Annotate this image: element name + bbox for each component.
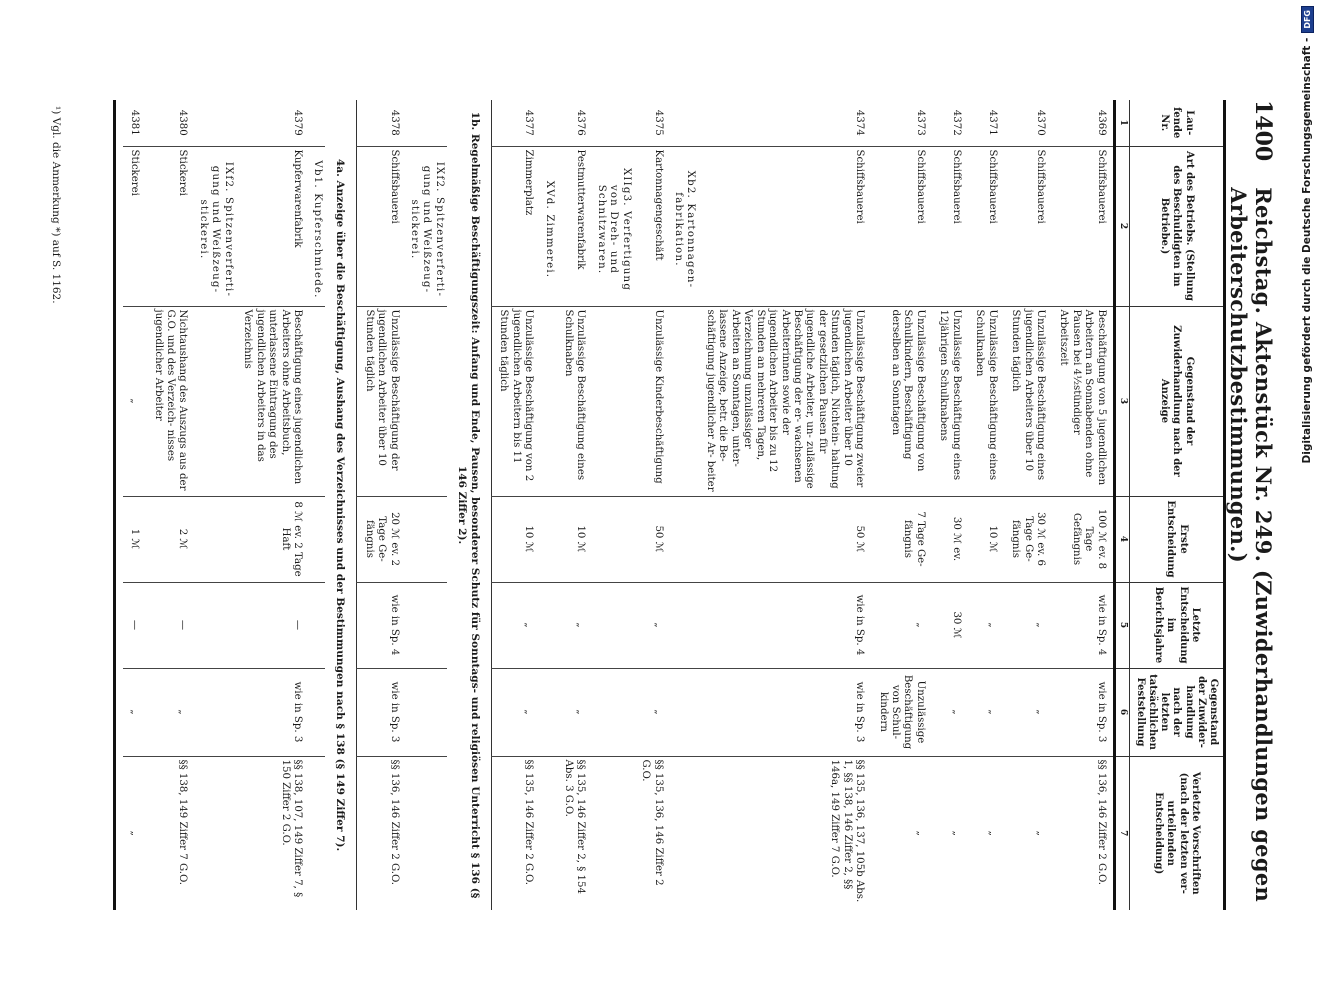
betrieb-cell: Stickerei [146,146,194,306]
erste-cell: 10 ℳ [968,496,1004,582]
row-number: 4381 [129,109,141,136]
column-index: 5 [1114,582,1129,668]
vorschriften-cell: §§ 138, 149 Ziffer 7 G.O. [146,756,194,910]
gegenstand-cell: Unzulässige Beschäftigung eines Schulknaben [968,306,1004,496]
letzte-cell: „ [491,582,540,668]
gegenstand-cell: Nichtaushang des Auszugs aus der G.O. und des Verzeich- nisses jugendlicher Arbeiter [146,306,194,496]
row-number: 4371 [986,109,998,136]
betrieb-cell: Schiffsbauerei [698,146,871,306]
column-index: 7 [1114,756,1129,910]
column-header-nr: Lau- fende Nr. [1129,100,1224,146]
letzte-cell: — [123,582,146,668]
column-header-tatsache: Gegenstand der Zuwider- handlung nach der letzten tatsächlichen Feststellung [1129,668,1224,756]
column-index: 6 [1114,668,1129,756]
table-row [491,100,540,910]
letzte-cell: „ [634,582,670,668]
betrieb-cell: Schiffsbauerei [968,146,1004,306]
erste-cell: 50 ℳ [634,496,670,582]
page-title: Reichstag. Aktenstück Nr. 249. (Zuwiderhandlungen gegen Arbeiterschutzbestimmungen.) [1226,187,1276,903]
column-index: 1 [1114,100,1129,146]
vorschriften-cell: §§ 136, 146 Ziffer 2 G.O. [357,756,406,910]
page-header [1226,100,1276,930]
betrieb-cell: Kartonnagengeschäft [634,146,670,306]
erste-cell: 20 ℳ ev. 2 Tage Ge- fängnis [357,496,406,582]
erste-cell: 10 ℳ [557,496,593,582]
vorschriften-cell: „ [968,756,1004,910]
violations-table [123,100,1226,910]
tatsache-cell: Unzulässige Beschäftigung von Schul- kindern [871,668,932,756]
tatsache-cell: „ [1004,668,1052,756]
betrieb-cell: Schiffsbauerei [1052,146,1114,306]
tatsache-cell: „ [146,668,194,756]
betrieb-cell: Pestmutterwarenfabrik [557,146,593,306]
gegenstand-cell: Unzulässige Beschäftigung eines 12jährigen Schulknabens [932,306,968,496]
vorschriften-cell: §§ 135, 146 Ziffer 2 G.O. [491,756,540,910]
table-row [236,100,309,910]
column-index: 2 [1114,146,1129,306]
table-row [698,100,871,910]
row-number: 4379 [291,109,303,136]
gegenstand-cell: Unzulässige Beschäftigung von 2 jugendlichen Arbeitern bis 11 Stunden täglich [491,306,540,496]
column-header-vorschriften: Verletzte Vorschriften (nach der letzten ver- urteilenden Entscheidung) [1129,756,1224,910]
vorschriften-cell: §§ 135, 136, 137, 105b Abs. 1, §§ 138, 146 Ziffer 2, §§ 146a, 149 Ziffer 7 G.O. [698,756,871,910]
gegenstand-cell: Unzulässige Beschäftigung eines Schulknaben [557,306,593,496]
category-note-row [670,100,699,910]
section-heading-row [325,100,356,910]
tatsache-cell: „ [932,668,968,756]
table-row [1004,100,1052,910]
vorschriften-cell: §§ 135, 146 Ziffer 2, § 154 Abs. 3 G.O. [557,756,593,910]
row-number: 4380 [177,109,189,136]
erste-cell: 1 ℳ [123,496,146,582]
row-number: 4377 [523,109,535,136]
section-heading: 1b. Regelmäßige Beschäftigungszeit: Anfang und Ende, Pausen, besonderer Schutz für Sonntags- und religiösen Unterricht § 136 (§ 146 Ziffer 2). [447,100,491,910]
row-number: 4369 [1095,109,1107,136]
tatsache-cell: wie in Sp. 3 [236,668,309,756]
table-end-rule [113,100,116,910]
gegenstand-cell: Beschäftigung eines jugendlichen Arbeiters ohne Arbeitsbuch, unterlassene Eintragung des jugendlichen Arbeiters in das Verzeichnis [236,306,309,496]
table-row [1052,100,1114,910]
gegenstand-cell: Unzulässige Kinderbeschäftigung [634,306,670,496]
gegenstand-cell: Unzulässige Beschäftigung eines jugendlichen Arbeiters über 10 Stunden täglich [1004,306,1052,496]
letzte-cell: 30 ℳ [932,582,968,668]
page-number: 1400 [1250,100,1276,162]
vorschriften-cell: „ [932,756,968,910]
row-number: 4370 [1034,109,1046,136]
column-header-row [1129,100,1224,910]
erste-cell: 10 ℳ [491,496,540,582]
tatsache-cell: „ [491,668,540,756]
table-row [357,100,406,910]
letzte-cell: „ [968,582,1004,668]
erste-cell: 7 Tage Ge- fängnis [871,496,932,582]
tatsache-cell: „ [968,668,1004,756]
table-row [146,100,194,910]
erste-cell: 8 ℳ ev. 2 Tage Haft [236,496,309,582]
category-note-row [592,100,633,910]
tatsache-cell: „ [123,668,146,756]
footer-text: Digitalisierung gefördert durch die Deutsche Forschungsgemeinschaft - [1301,37,1313,464]
letzte-cell: „ [871,582,932,668]
gegenstand-cell: Unzulässige Beschäftigung zweier jugendlichen Arbeiter über 10 Stunden täglich, Nichtein- haltung der gesetzlichen Pausen für jugendliche Arbeiter, un- zulässige Beschäftigung der er- wachsenen Arbeiterinnen sowie der jugendlichen Arbeiter bis zu 12 Stunden an mehreren Tagen, Verzeichnung unzulässiger Arbeiten an Sonntagen, unter- lassene Anzeige, betr. die Be- schäftigung jugendlicher Ar- beiter [698,306,871,496]
letzte-cell: — [236,582,309,668]
tatsache-cell: wie in Sp. 3 [698,668,871,756]
category-note: Xb2. Kartonnagen- fabrikation. [670,146,699,306]
section-heading: 4a. Anzeige über die Beschäftigung, Aushang des Verzeichnisses und der Bestimmungen nach § 138 (§ 149 Ziffer 7). [325,100,356,910]
letzte-cell: wie in Sp. 4 [1052,582,1114,668]
dfg-logo-icon: DFG [1301,6,1314,33]
row-number: 4375 [652,109,664,136]
table-row [968,100,1004,910]
letzte-cell: „ [1004,582,1052,668]
vorschriften-cell: „ [123,756,146,910]
betrieb-cell: Schiffsbauerei [1004,146,1052,306]
erste-cell: 100 ℳ ev. 8 Tage Gefängnis [1052,496,1114,582]
category-note: IXf2. Spitzenverferti- gung und Weißzeug- stickerei. [194,146,235,306]
category-note: IXf2. Spitzenverferti- gung und Weißzeug- stickerei. [406,146,447,306]
gegenstand-cell: Unzulässige Beschäftigung von Schulkindern, Beschäftigung derselben an Sonntagen [871,306,932,496]
letzte-cell: wie in Sp. 4 [357,582,406,668]
row-number: 4372 [950,109,962,136]
vorschriften-cell: „ [1004,756,1052,910]
vorschriften-cell: „ [871,756,932,910]
letzte-cell: wie in Sp. 4 [698,582,871,668]
erste-cell: 30 ℳ ev. [932,496,968,582]
row-number: 4373 [914,109,926,136]
vorschriften-cell: §§ 138, 107, 149 Ziffer 7, § 150 Ziffer 2 G.O. [236,756,309,910]
column-index-row [1114,100,1129,910]
vorschriften-cell: §§ 136, 146 Ziffer 2 G.O. [1052,756,1114,910]
betrieb-cell: Kupferwarenfabrik [236,146,309,306]
column-header-erste: Erste Entscheidung [1129,496,1224,582]
category-note: XIIg3. Verfertigung von Dreh- und Schnitzwaren. [592,146,633,306]
digitization-footer [1292,0,1322,1000]
row-number: 4376 [575,109,587,136]
category-note-row [194,100,235,910]
table-row [932,100,968,910]
column-index: 3 [1114,306,1129,496]
tatsache-cell: „ [557,668,593,756]
footnote: ¹) Vgl. die Anmerkung *) auf S. 1162. [50,106,62,304]
row-number: 4374 [854,109,866,136]
erste-cell: 2 ℳ [146,496,194,582]
erste-cell: 30 ℳ ev. 6 Tage Ge- fängnis [1004,496,1052,582]
table-row [634,100,670,910]
letzte-cell: — [146,582,194,668]
tatsache-cell: wie in Sp. 3 [1052,668,1114,756]
category-note: XVd. Zimmerei. [540,146,556,306]
betrieb-cell: Zimmerplatz [491,146,540,306]
betrieb-cell: Schiffsbauerei [932,146,968,306]
column-header-letzte: Letzte Entscheidung im Berichtsjahre [1129,582,1224,668]
column-header-betrieb: Art des Betriebs. (Stellung des Beschuldigten im Betriebe.) [1129,146,1224,306]
row-number: 4378 [388,109,400,136]
gegenstand-cell: Unzulässige Beschäftigung der jugendlichen Arbeiter über 10 Stunden täglich [357,306,406,496]
vorschriften-cell: §§ 135, 136, 146 Ziffer 2 G.O. [634,756,670,910]
section-heading-row [447,100,491,910]
betrieb-cell: Schiffsbauerei [357,146,406,306]
table-row [123,100,146,910]
tatsache-cell: „ [634,668,670,756]
table-row [871,100,932,910]
gegenstand-cell: Beschäftigung von 5 jugendlichen Arbeitern an Sonnabenden ohne Pausen bei 4½stündiger Arbeitszeit [1052,306,1114,496]
column-index: 4 [1114,496,1129,582]
table-row [557,100,593,910]
betrieb-cell: Stickerei [123,146,146,306]
erste-cell: 50 ℳ [698,496,871,582]
letzte-cell: „ [557,582,593,668]
category-note-row [309,100,325,910]
category-note-row [540,100,556,910]
betrieb-cell: Schiffsbauerei [871,146,932,306]
category-note: Vb1. Kupferschmiede. [309,146,325,306]
category-note-row [406,100,447,910]
tatsache-cell: wie in Sp. 3 [357,668,406,756]
column-header-gegenstand: Gegenstand der Zuwiderhandlung nach der Anzeige [1129,306,1224,496]
gegenstand-cell: „ [123,306,146,496]
